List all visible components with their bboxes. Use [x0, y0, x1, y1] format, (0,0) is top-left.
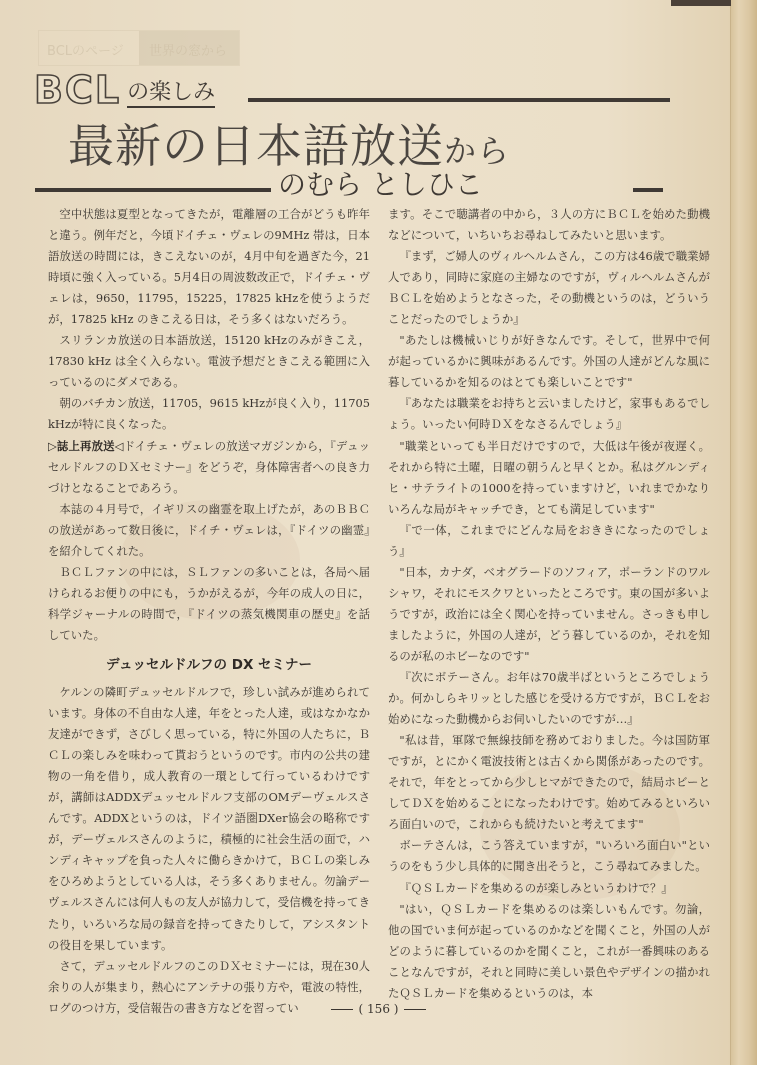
paragraph: 朝のバチカン放送，11705，9615 kHzが良く入り，11705 kHzが特に良くなった。 [48, 396, 370, 432]
series-title [34, 68, 216, 112]
article-title-main: 最新の日本語放送 [68, 119, 444, 173]
paragraph: 『まず，ご婦人のヴィルヘルムさん，この方は46歳で職業婦人であり，同時に家庭の主婦なのですが，ヴィルヘルムさんがＢＣＬを始めようとなさった，その動機というのは，どういうことだったのでしょうか』 [388, 249, 710, 327]
paragraph: "日本，カナダ，ベオグラードのソフィア，ポーランドのワルシャワ，それにモスクワといったところです。東の国が多いようですが，政治には全く関心を持っていません。さっきも申しましたように，外国の人達が，どう暮しているのか，それを知るのが私のホビーなのです" [388, 564, 710, 663]
byline-rule-right [633, 188, 663, 192]
paragraph: ケルンの隣町デュッセルドルフで，珍しい試みが進められています。身体の不自由な人達，年をとった人達，或はなかなか友達ができず，さびしく思っている，特に外国の人たちに，ＢＣＬの楽しみを味わって貰おうというのです。市内の公共の建物の一角を借り，成人教育の一環として行っているわけですが，講師はADDXデュッセルドルフ支部のOMデーヴェルスさんです。ADDXというのは，ドイツ語圏DXer協会の略称ですが，デーヴェルスさんのように，積極的に社会生活の面で，ハンディキャップを負った人々に働らきかけて，ＢＣＬの楽しみをひろめようとしている人は，そう多くありません。勿論デーヴェルスさんには何人もの友人が協力して，受信機を持ってきたり，いろいろな局の録音を持ってきたりして，アシスタントの役目を果しています。 [48, 684, 370, 952]
rebroadcast-marker: ▷誌上再放送◁ [48, 438, 124, 453]
paragraph: ボーテさんは，こう答えていますが，"いろいろ面白い"というのをもう少し具体的に聞き出そうと，こう尋ねてみました。 [388, 838, 710, 874]
header-rule [248, 98, 670, 102]
bleed-through-header-tab [38, 30, 240, 66]
paragraph: 『あなたは職業をお持ちと云いましたけど，家事もあるでしょう。いったい何時ＤＸをなさるんでしょう』 [388, 396, 710, 432]
series-title-bcl: BCL [34, 68, 122, 112]
paragraph: "職業といっても半日だけですので，大低は午後が夜遅く。それから特に土曜，日曜の朝うんと早くとか。私はグルンディヒ・サテライトの1000を持っていますけど，いれまでかなりいろんな局がキャッチでき，とても満足しています" [388, 438, 710, 516]
left-column [48, 204, 370, 1019]
page-number [0, 1002, 757, 1016]
author-byline: のむら としひこ [278, 168, 483, 201]
paragraph: ます。そこで聴講者の中から，３人の方にＢＣＬを始めた動機などについて，いちいちお尋ねしてみたいと思います。 [388, 207, 710, 243]
bleed-through-text: BCLのページ [47, 44, 124, 59]
article-title-suffix: から [444, 132, 511, 170]
paragraph: "はい，ＱＳＬカードを集めるのは楽しいもんです。勿論，他の国でいま何が起っているのかなどを聞くこと，外国の人がどのように暮しているのかを聞くこと，これが一番興味のあることなんですが，それと同時に美しい景色やデザインの描かれたＱＳＬカードを集めるというのは，本 [388, 901, 710, 1000]
paragraph: スリランカ放送の日本語放送，15120 kHzのみがきこえ，17830 kHz は全く入らない。電波予想だときこえる範囲に入っているのにダメである。 [48, 333, 370, 390]
paragraph: 『次にボテーさん。お年は70歳半ばというところでしょうか。何かしらキリッとした感じを受ける方ですが，ＢＣＬをお始めになった動機からお伺いしたいのですが…』 [388, 670, 710, 727]
paragraph: "私は昔，軍隊で無線技師を務めておりました。今は国防軍ですが，とにかく電波技術とは古くから関係があったのです。それで，年をとってから少しヒマができたので，結局ホビーとしてＤＸを始めることになったわけです。始めてみるといろいろ面白いので，これからも続けたいと考えてます" [388, 733, 710, 832]
series-title-suffix: の楽しみ [127, 80, 215, 108]
paragraph: ＢＣＬファンの中には，ＳＬファンの多いことは，各局へ届けられるお便りの中にも，うかがえるが，今年の成人の日に，科学ジャーナルの時間で，『ドイツの蒸気機関車の歴史』を話していた。 [48, 564, 370, 642]
paragraph: 『ＱＳＬカードを集めるのが楽しみというわけで？』 [399, 880, 673, 895]
paragraph: さて，デュッセルドルフのこのＤＸセミナーには，現在30人余りの人が集まり，熱心にアンテナの張り方や，電波の特性，ログのつけ方，受信報告の書き方などを習ってい [48, 958, 370, 1015]
section-heading: デュッセルドルフの DX セミナー [105, 656, 313, 673]
paragraph: 『で一体，これまでにどんな局をおききになったのでしょう』 [388, 522, 710, 558]
paragraph: "あたしは機械いじりが好きなんです。そして，世界中で何が起っているかに興味があるんです。外国の人達がどんな風に暮しているかを知るのはとても楽しいことです" [388, 333, 710, 390]
page-edge [730, 0, 757, 1065]
byline-row [35, 168, 685, 202]
page-number-dash [404, 1009, 426, 1010]
bleed-through-text: 世界の窓から [149, 44, 228, 59]
paragraph: 本誌の４月号で，イギリスの幽霊を取上げたが，あのＢＢＣの放送があって数日後に，ドイチ・ヴェレは，『ドイツの幽霊』を紹介してくれた。 [48, 501, 370, 558]
rebroadcast-paragraph [48, 436, 370, 499]
right-column [388, 204, 710, 1004]
scan-shadow [671, 0, 731, 6]
paragraph: 空中状態は夏型となってきたが，電離層の工合がどうも昨年と違う。例年だと，今頃ドイチェ・ヴェレの9MHz 帯は，日本語放送の時間には，きこえないのが，4月中旬を過ぎた今，21時頃に強く入っている。5月4日の周波数改正で，ドイチェ・ヴェレは，9650，11795，15225，17825 kHzを使うようだが，17825 kHz のきこえる日は，そう多くはないだろう。 [48, 207, 370, 327]
page-number-text: ( 156 ) [358, 1002, 399, 1016]
page-number-dash [331, 1009, 353, 1010]
rebroadcast-text: ドイチェ・ヴェレの放送マガジンから，『デュッセルドルフのＤＸセミナー』をどうぞ，身体障害者への良き力づけとなることであろう。 [48, 438, 370, 495]
byline-rule-left [35, 188, 271, 192]
